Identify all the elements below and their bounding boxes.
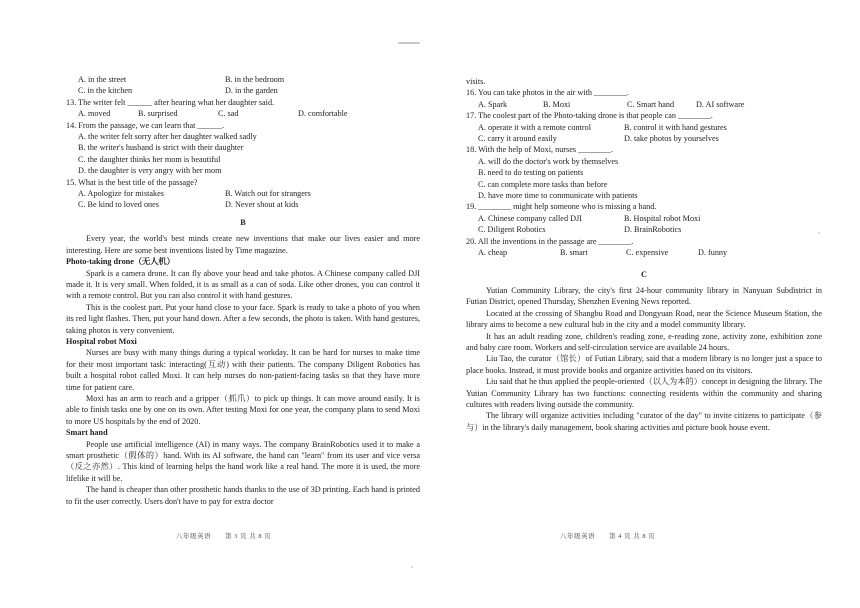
moxi-paragraph-2: Moxi has an arm to reach and a gripper（抓爪）to pick up things. It can move around easily. It is able to finish tasks one by one on its own. After testing Moxi for one year, the company plans to send Moxi to more US hospitals by the end of 2020. bbox=[66, 393, 420, 426]
option-b: B. Moxi bbox=[543, 99, 571, 109]
option-a: A. Chinese company called DJI bbox=[478, 213, 582, 223]
heading-moxi: Hospital robot Moxi bbox=[66, 336, 137, 346]
passage-intro: Every year, the world's best minds create new inventions that make our lives easier and more interesting. Here are some best inventions listed by Time magazine. bbox=[66, 234, 420, 255]
option-c: C. can complete more tasks than before bbox=[478, 179, 608, 189]
option-a: A. Spark bbox=[478, 99, 508, 109]
c-paragraph-6: The library will organize activities including "curator of the day" to invite citizens to participate（参与）in the library's daily management, book sharing activities and picture book house event. bbox=[466, 411, 822, 432]
q17-options-row2 bbox=[466, 133, 822, 144]
option-d: D. Never shout at kids bbox=[225, 200, 299, 210]
option-c: C. in the kitchen bbox=[78, 86, 133, 96]
option-b: B. the writer's husband is strict with their daughter bbox=[78, 143, 244, 153]
option-b: B. surprised bbox=[138, 109, 178, 119]
option-b: B. need to do testing on patients bbox=[478, 168, 584, 178]
option-c: C. expensive bbox=[626, 248, 669, 258]
option-b: B. smart bbox=[560, 248, 588, 258]
option-a: A. cheap bbox=[478, 248, 508, 258]
option-b: B. control it with hand gestures bbox=[624, 122, 727, 132]
c-paragraph-3: It has an adult reading zone, children's reading zone, e-reading zone, activity zone, exhibition zone and baby care room. Workers and self-circulation service are available 24 hours. bbox=[466, 331, 822, 352]
section-heading-c: C bbox=[641, 269, 647, 279]
moxi-paragraph-1: Nurses are busy with many things during a typical workday. It can be hard for nurses to make time for their most important task: interacting(互动) with their patients. The company Diligent Robotics has built a hospital robot called Moxi. It can help nurses do non-patient-facing tasks so that they have more time for patient care. bbox=[66, 348, 420, 392]
option-d: D. AI software bbox=[696, 99, 745, 109]
q13-options bbox=[66, 108, 420, 119]
q20-options bbox=[466, 247, 822, 258]
question-20: 20. All the inventions in the passage are ________. bbox=[466, 236, 634, 246]
option-c: C. carry it around easily bbox=[478, 134, 557, 144]
option-d: D. BrainRobotics bbox=[624, 225, 682, 235]
option-d: D. comfortable bbox=[298, 109, 348, 119]
option-d: D. take photos by yourselves bbox=[624, 134, 719, 144]
c-paragraph-4: Liu Tao, the curator（馆长）of Futian Library, said that a modern library is no longer just a space to place books. Instead, it must provide books and organize activities based on its visitors. bbox=[466, 354, 822, 375]
q15-options-row2 bbox=[66, 199, 420, 210]
option-d: D. funny bbox=[698, 248, 728, 258]
section-heading-b: B bbox=[240, 217, 246, 227]
option-a: A. in the street bbox=[78, 75, 127, 84]
option-c: C. Be kind to loved ones bbox=[78, 200, 159, 210]
question-14: 14. From the passage, we can learn that ______. bbox=[66, 120, 225, 130]
option-d: D. the daughter is very angry with her mom bbox=[78, 166, 222, 176]
question-15: 15. What is the best title of the passage? bbox=[66, 177, 198, 187]
option-c: C. Smart hand bbox=[627, 99, 675, 109]
drone-paragraph-1: Spark is a camera drone. It can fly above your head and take photos. A Chinese company called DJI made it. It is very small. When folded, it is as small as a can of soda. Like other drones, you can control it with a remote control. But you can also control it with hand gestures. bbox=[66, 268, 420, 301]
q15-options-row1 bbox=[66, 188, 420, 199]
option-c: C. sad bbox=[218, 109, 239, 119]
heading-smart-hand: Smart hand bbox=[66, 428, 108, 438]
q19-options-row2 bbox=[466, 224, 822, 235]
option-a: A. operate it with a remote control bbox=[478, 122, 591, 132]
page-footer: 八年级英语 第 3 页 共 8 页 bbox=[176, 533, 272, 540]
question-13: 13. The writer felt ______ after hearing what her daughter said. bbox=[66, 97, 275, 107]
option-a: A. will do the doctor's work by themselves bbox=[478, 156, 619, 166]
hand-paragraph-1: People use artificial intelligence (AI) in many ways. The company BrainRobotics used it to make a smart prosthetic（假体的）hand. With its AI software, the hand can "learn" from its user and vice versa（反之亦然）. This kind of learning helps the hand work like a real hand. The more it is used, the more lifelike it will be. bbox=[66, 439, 420, 483]
q12-options-row1 bbox=[66, 74, 420, 85]
option-c: C. Diligent Robotics bbox=[478, 225, 546, 235]
option-b: B. Hospital robot Moxi bbox=[624, 213, 701, 223]
question-18: 18. With the help of Moxi, nurses ________. bbox=[466, 145, 613, 155]
option-b: B. Watch out for strangers bbox=[225, 189, 311, 199]
q19-options-row1 bbox=[466, 213, 822, 224]
drone-paragraph-2: This is the coolest part. Put your hand close to your face. Spark is ready to take a photo of you when its red light flashes. Then, put your hand down. After a few seconds, the photo is taken. With hand gestures, taking photos is very convenient. bbox=[66, 302, 420, 335]
c-paragraph-1: Yutian Community Library, the city's first 24-hour community library in Nanyuan Subdistrict in Futian District, opened Thursday, Shenzhen Evening News reported. bbox=[466, 285, 822, 307]
continued-text: visits. bbox=[466, 77, 486, 86]
page-footer: 八年级英语 第 4 页 共 8 页 bbox=[560, 533, 656, 540]
hand-paragraph-2: The hand is cheaper than other prosthetic hands thanks to the use of 3D printing. Each hand is printed to fit the user correctly. Users don't have to pay for extra doctor bbox=[66, 485, 420, 506]
option-d: D. have more time to communicate with patients bbox=[478, 191, 638, 201]
question-17: 17. The coolest part of the Photo-taking drone is that people can ________. bbox=[466, 111, 713, 121]
question-19: 19. ________ might help someone who is missing a hand. bbox=[466, 202, 657, 212]
option-c: C. the daughter thinks her mom is beautiful bbox=[78, 154, 221, 164]
option-b: B. in the bedroom bbox=[225, 75, 285, 84]
question-16: 16. You can take photos in the air with ________. bbox=[466, 88, 629, 98]
q17-options-row1 bbox=[466, 122, 822, 133]
c-paragraph-2: Located at the crossing of Shangbu Road and Dongyuan Road, near the Science Museum Station, the library aims to become a new cultural hub in the city and a model community library. bbox=[466, 308, 822, 330]
option-d: D. in the garden bbox=[225, 86, 278, 96]
option-a: A. Apologize for mistakes bbox=[78, 189, 164, 199]
option-a: A. the writer felt sorry after her daughter walked sadly bbox=[78, 132, 257, 142]
c-paragraph-5: Liu said that he thus applied the people-oriented（以人为本的）concept in designing the library. The Yutian Community Library has two functions: connecting residents within the community and sharing cultures with readers living outside the community. bbox=[466, 377, 822, 409]
heading-drone: Photo-taking drone（无人机） bbox=[66, 257, 175, 267]
option-a: A. moved bbox=[78, 109, 111, 119]
q16-options bbox=[466, 99, 822, 110]
page-4 bbox=[430, 0, 860, 608]
q12-options-row2 bbox=[66, 85, 420, 96]
